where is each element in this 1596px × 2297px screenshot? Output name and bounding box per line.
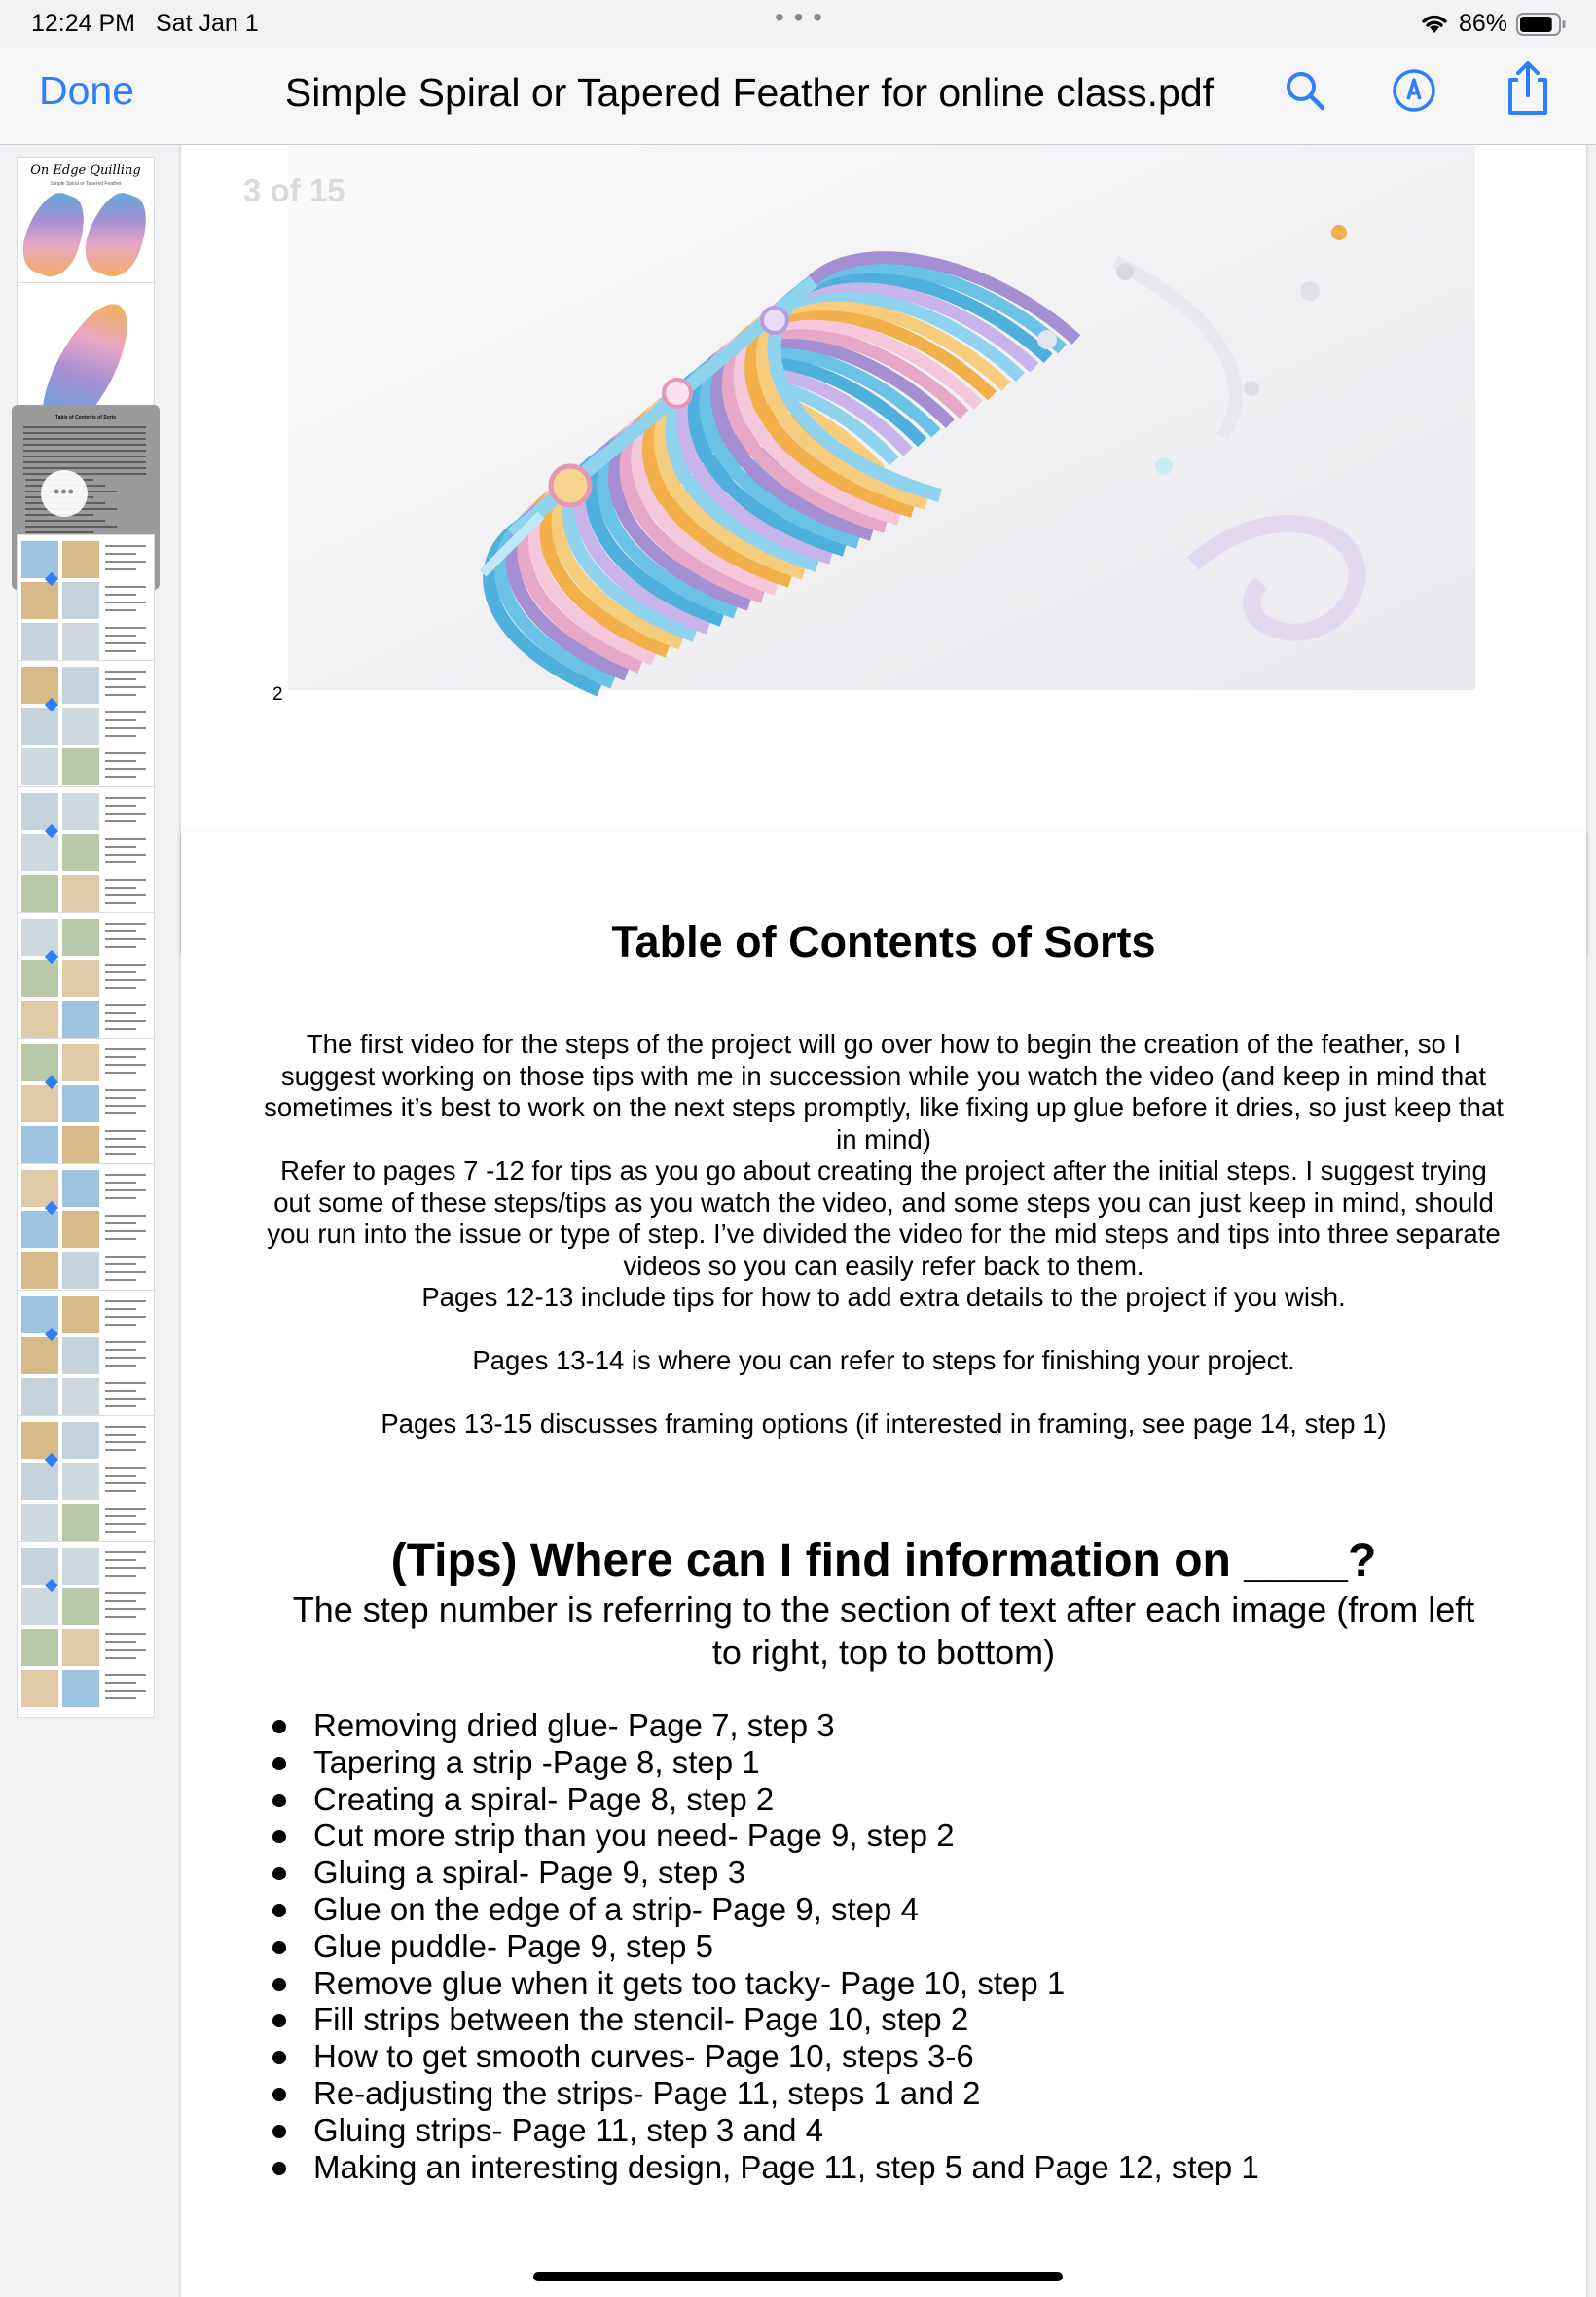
thumbnail-photo: [62, 1085, 99, 1122]
pages-12-13-paragraph: Pages 12-13 include tips for how to add extra details to the project if you wish.: [421, 1282, 1346, 1312]
bullet-icon: [272, 1978, 286, 1991]
thumbnail-text-line: [105, 1398, 146, 1400]
tips-list-item: [271, 1781, 1259, 1818]
thumbnail-text-line: [105, 964, 146, 966]
thumbnail-text-line: [105, 627, 146, 629]
page-heading: Table of Contents of Sorts: [611, 917, 1156, 966]
intro-paragraph: The first video for the steps of the project will go over how to begin the creation of the feather, so I suggest working on those tips with me in succession while you watch the video (and keep in mind that sometimes it’s best to work on the next steps promptly, like fixing up glue before it dries, so just keep that in mind): [264, 1029, 1504, 1154]
thumbnail-text-line: [105, 1056, 136, 1058]
thumbnail-text-line: [105, 650, 136, 652]
thumbnail-text-line: [105, 752, 146, 754]
thumbnail-photo: [62, 582, 99, 619]
thumbnail-text-line: [105, 813, 146, 815]
bullet-icon: [272, 1757, 286, 1770]
pdf-page-3: [181, 831, 1586, 2297]
tips-list-item: [271, 1817, 1259, 1854]
thumbnail-text-line: [105, 1567, 146, 1569]
thumbnail-photo: [21, 793, 58, 830]
thumbnail-text-line: [105, 930, 136, 932]
thumbnail-photo: [21, 1504, 58, 1541]
tips-list: [271, 1707, 1259, 2185]
thumbnail-text-line: [105, 1475, 136, 1477]
thumbnail-text-line: [25, 520, 105, 522]
thumbnail-photo: [62, 1126, 99, 1163]
thumbnail-text-line: [105, 1263, 136, 1265]
thumbnail-text-line: [105, 1316, 146, 1318]
thumbnail-title: Table of Contents of Sorts: [54, 414, 117, 420]
thumbnail-photo: [62, 623, 99, 660]
thumbnail-photo: [21, 1463, 58, 1500]
thumbnail-text-line: [105, 1341, 146, 1343]
thumbnail-text-line: [105, 987, 136, 989]
thumbnail-text-line: [105, 635, 136, 637]
thumbnail-feather-image: [18, 186, 94, 283]
thumbnail-photo: [62, 960, 99, 997]
thumbnail-photo: [21, 1211, 58, 1248]
thumbnail-text-line: [105, 694, 136, 696]
thumbnail-text-line: [105, 1197, 136, 1199]
thumbnail-text-line: [105, 894, 146, 896]
tips-list-item: [271, 2075, 1259, 2112]
thumbnail-photo: [21, 1001, 58, 1038]
battery-percent: 86%: [1459, 10, 1508, 37]
thumbnail-text-line: [105, 1382, 146, 1384]
thumbnail-text-line: [105, 1551, 146, 1553]
tips-subheading: The step number is referring to the section of text after each image (from left to right, top to bottom): [292, 1589, 1475, 1672]
thumbnail-photo: [62, 793, 99, 830]
thumbnail-text-line: [105, 1089, 146, 1091]
thumbnail-photo: [21, 834, 58, 871]
page-indicator: 3 of 15: [243, 172, 345, 208]
pdf-viewer[interactable]: [167, 145, 1596, 2297]
thumbnail-text-line: [105, 686, 146, 688]
thumbnail-text-line: [105, 1649, 146, 1651]
thumbnail-text-line: [105, 586, 146, 588]
thumbnail-text-line: [105, 1271, 146, 1273]
thumbnail-subtitle: Simple Spiral or Tapered Feather: [50, 181, 122, 187]
tips-item-text: Tapering a strip -Page 8, step 1: [313, 1743, 760, 1780]
thumbnail-text-line: [105, 1130, 146, 1132]
thumbnail-text-line: [105, 1012, 136, 1014]
thumbnail-text-line: [105, 735, 136, 737]
thumbnail-text-line: [105, 838, 146, 840]
tips-list-item: [271, 2149, 1259, 2186]
thumbnail-text-line: [105, 1146, 146, 1148]
thumbnail-text-line: [105, 561, 146, 563]
thumbnail-text-line: [105, 1357, 146, 1359]
page-thumbnail-sidebar[interactable]: [0, 145, 168, 2297]
bullet-icon: [272, 1720, 286, 1733]
thumbnail-photo: [21, 623, 58, 660]
search-icon[interactable]: [1281, 66, 1329, 115]
tips-list-item: [271, 1928, 1259, 1965]
thumbnail-text-line: [105, 1616, 136, 1618]
thumbnail-text-line: [25, 526, 117, 528]
thumbnail-photo: [21, 919, 58, 956]
thumbnail-text-line: [105, 1279, 136, 1281]
thumbnail-photo: [62, 1296, 99, 1333]
thumbnail-text-line: [105, 1592, 146, 1594]
thumbnail-title: On Edge Quilling: [30, 164, 141, 178]
bullet-icon: [272, 1904, 286, 1917]
thumbnail-text-line: [105, 1657, 136, 1659]
thumbnail-text-line: [105, 854, 146, 856]
thumbnail-text-line: [105, 594, 136, 596]
thumbnail-photo: [21, 960, 58, 997]
thumbnail-text-line: [105, 568, 136, 570]
thumbnail-text-line: [105, 1004, 146, 1006]
tips-item-text: Gluing strips- Page 11, step 3 and 4: [313, 2111, 824, 2148]
thumbnail-text-line: [105, 1482, 146, 1484]
thumbnail-text-line: [105, 1641, 136, 1643]
status-date: Sat Jan 1: [156, 10, 259, 37]
thumbnail-text-line: [105, 1097, 136, 1099]
thumbnail-text-line: [105, 1230, 146, 1232]
tips-list-item: [271, 2001, 1259, 2038]
bullet-icon: [272, 1867, 286, 1880]
tips-item-text: Glue puddle- Page 9, step 5: [313, 1927, 713, 1964]
tips-heading: (Tips) Where can I find information on ____?: [390, 1535, 1377, 1586]
tips-item-text: How to get smooth curves- Page 10, steps 3-6: [313, 2038, 974, 2075]
thumbnail-photo: [62, 667, 99, 704]
thumbnail-text-line: [105, 1633, 146, 1635]
thumbnail-text-line: [105, 1174, 146, 1176]
thumbnail-text-line: [25, 531, 93, 533]
thumbnail-text-line: [105, 1028, 136, 1030]
thumbnail-photo: [21, 875, 58, 912]
pages-7-12-paragraph: Refer to pages 7 -12 for tips as you go about creating the project after the initial steps. I suggest trying out some of these steps/tips as you watch the video, and some steps you can just keep in mind, should you run into the issue or type of step. I’ve divided the video for the mid steps and tips into three separate videos so you can easily refer back to them.: [267, 1155, 1501, 1281]
thumbnail-photo: [21, 708, 58, 745]
tips-item-text: Re-adjusting the strips- Page 11, steps 1 and 2: [313, 2074, 981, 2111]
thumbnail-photo: [62, 1211, 99, 1248]
thumbnail-text-line: [23, 461, 146, 463]
thumbnail-text-line: [105, 1434, 136, 1436]
thumbnail-text-line: [23, 456, 146, 457]
thumbnail-text-line: [105, 768, 146, 770]
thumbnail-photo: [21, 541, 58, 578]
tips-item-text: Making an interesting design, Page 11, step 5 and Page 12, step 1: [313, 2148, 1259, 2185]
navigation-bar: [0, 47, 1596, 145]
page-number: 2: [272, 684, 283, 705]
thumbnail-photo: [21, 1252, 58, 1289]
tips-item-text: Glue on the edge of a strip- Page 9, step 4: [313, 1890, 919, 1927]
bullet-icon: [272, 2088, 286, 2101]
thumbnail-photo: [62, 1252, 99, 1289]
bullet-icon: [272, 1830, 286, 1843]
thumbnail-text-line: [105, 1138, 136, 1140]
thumbnail-text-line: [105, 711, 146, 713]
thumbnail-text-line: [105, 1531, 136, 1533]
thumbnail-feather-image: [77, 186, 154, 283]
done-button[interactable]: Done: [39, 68, 135, 113]
thumbnail-text-line: [23, 450, 146, 452]
home-indicator[interactable]: [533, 2272, 1063, 2281]
tips-list-item: [271, 1854, 1259, 1891]
thumbnail-text-line: [105, 1515, 136, 1517]
thumbnail-text-line: [105, 760, 136, 762]
page-thumbnail[interactable]: [18, 1542, 154, 1717]
thumbnail-photo: [62, 708, 99, 745]
thumbnail-text-line: [105, 1308, 136, 1310]
thumbnail-photo: [62, 834, 99, 871]
thumbnail-text-line: [105, 671, 146, 673]
thumbnail-text-line: [105, 1467, 146, 1469]
thumbnail-text-line: [105, 545, 146, 547]
thumbnail-more-options-icon[interactable]: •••: [41, 470, 88, 517]
thumbnail-photo: [21, 1588, 58, 1625]
thumbnail-text-line: [23, 432, 146, 434]
thumbnail-text-line: [105, 727, 146, 729]
thumbnail-photo: [21, 748, 58, 785]
bullet-icon: [272, 1794, 286, 1807]
thumbnail-photo: [21, 1337, 58, 1374]
thumbnail-text-line: [105, 1189, 146, 1191]
tips-list-item: [271, 1744, 1259, 1781]
pages-13-15-paragraph: Pages 13-15 discusses framing options (if interested in framing, see page 14, step 1): [381, 1408, 1387, 1439]
thumbnail-text-line: [105, 946, 136, 948]
markup-icon[interactable]: [1390, 66, 1438, 115]
thumbnail-text-line: [105, 1048, 146, 1050]
bullet-icon: [272, 2162, 286, 2175]
thumbnail-photo: [62, 1588, 99, 1625]
tips-item-text: Remove glue when it gets too tacky- Page 10, step 1: [313, 1964, 1066, 2001]
bullet-icon: [272, 2014, 286, 2027]
thumbnail-photo: [62, 748, 99, 785]
thumbnail-text-line: [105, 1441, 146, 1443]
thumbnail-photo: [62, 1001, 99, 1038]
thumbnail-text-line: [105, 1105, 146, 1107]
status-bar: [0, 0, 1596, 47]
thumbnail-text-line: [105, 1674, 146, 1676]
tips-list-item: [271, 1707, 1259, 1744]
thumbnail-photo: [21, 1126, 58, 1163]
thumbnail-text-line: [105, 1449, 136, 1451]
thumbnail-photo: [62, 1170, 99, 1207]
thumbnail-text-line: [105, 971, 136, 973]
tips-item-text: Removing dried glue- Page 7, step 3: [313, 1707, 835, 1743]
thumbnail-text-line: [105, 1559, 136, 1561]
thumbnail-text-line: [105, 1365, 136, 1367]
thumbnail-photo: [62, 1548, 99, 1585]
thumbnail-text-line: [105, 1112, 136, 1114]
thumbnail-text-line: [105, 879, 146, 881]
thumbnail-text-line: [105, 1182, 136, 1184]
thumbnail-text-line: [105, 1575, 136, 1577]
status-time: 12:24 PM: [31, 10, 136, 37]
thumbnail-text-line: [105, 1405, 136, 1407]
thumbnail-text-line: [105, 820, 136, 822]
thumbnail-photo: [62, 1422, 99, 1459]
thumbnail-photo: [62, 1463, 99, 1500]
tips-item-text: Creating a spiral- Page 8, step 2: [313, 1780, 775, 1817]
tips-item-text: Cut more strip than you need- Page 9, step 2: [313, 1817, 955, 1854]
thumbnail-text-line: [105, 1390, 136, 1392]
thumbnail-text-line: [105, 1690, 146, 1692]
tips-item-text: Fill strips between the stencil- Page 10, step 2: [313, 2001, 969, 2038]
thumbnail-text-line: [105, 1523, 146, 1525]
thumbnail-text-line: [105, 678, 136, 680]
thumbnail-text-line: [105, 1608, 146, 1610]
tips-list-item: [271, 2038, 1259, 2075]
thumbnail-text-line: [23, 438, 146, 440]
thumbnail-text-line: [105, 1426, 146, 1428]
thumbnail-text-line: [105, 1153, 136, 1155]
thumbnail-text-line: [105, 923, 146, 925]
thumbnail-text-line: [105, 776, 136, 778]
thumbnail-text-line: [23, 467, 146, 469]
thumbnail-text-line: [105, 1349, 136, 1351]
thumbnail-photo: [62, 1337, 99, 1374]
thumbnail-text-line: [105, 1064, 146, 1066]
thumbnail-text-line: [105, 609, 136, 611]
thumbnail-photo: [21, 1670, 58, 1707]
thumbnail-photo: [62, 1378, 99, 1415]
tips-list-item: [271, 2112, 1259, 2149]
thumbnail-text-line: [105, 1072, 136, 1074]
thumbnail-text-line: [105, 1222, 136, 1224]
thumbnail-text-line: [105, 938, 146, 940]
thumbnail-text-line: [105, 797, 146, 799]
thumbnail-text-line: [105, 1238, 136, 1240]
thumbnail-text-line: [105, 602, 146, 603]
thumbnail-text-line: [105, 553, 136, 555]
thumbnail-photo: [62, 1044, 99, 1081]
bullet-icon: [272, 2125, 286, 2138]
multitasking-dots-icon[interactable]: • • •: [775, 2, 823, 32]
thumbnail-photo: [21, 582, 58, 619]
thumbnail-photo: [62, 875, 99, 912]
share-icon[interactable]: [1503, 60, 1553, 117]
thumbnail-text-line: [105, 719, 136, 721]
thumbnail-text-line: [105, 1600, 136, 1602]
thumbnail-photo: [62, 1504, 99, 1541]
bullet-icon: [272, 2051, 286, 2064]
thumbnail-text-line: [23, 426, 146, 428]
thumbnail-text-line: [23, 473, 146, 475]
thumbnail-text-line: [105, 1490, 136, 1492]
thumbnail-text-line: [105, 642, 146, 644]
thumbnail-text-line: [105, 846, 136, 848]
tips-list-item: [271, 1891, 1259, 1928]
thumbnail-photo: [62, 1629, 99, 1666]
thumbnail-text-line: [105, 1508, 146, 1510]
tips-list-item: [271, 1965, 1259, 2002]
thumbnail-text-line: [105, 805, 136, 807]
feather-artwork-image: [288, 145, 1475, 710]
bullet-icon: [272, 1941, 286, 1954]
thumbnail-text-line: [105, 1020, 146, 1022]
thumbnail-text-line: [105, 902, 136, 904]
thumbnail-photo: [21, 1085, 58, 1122]
thumbnail-text-line: [23, 444, 146, 446]
thumbnail-photo: [62, 1670, 99, 1707]
thumbnail-text-line: [105, 1682, 136, 1684]
thumbnail-photo: [21, 1378, 58, 1415]
thumbnail-photo: [62, 541, 99, 578]
document-title: Simple Spiral or Tapered Feather for online class.pdf: [284, 70, 1215, 115]
thumbnail-photo: [21, 1629, 58, 1666]
pages-13-14-paragraph: Pages 13-14 is where you can refer to steps for finishing your project.: [472, 1345, 1295, 1375]
battery-icon: [1516, 13, 1567, 36]
thumbnail-photo: [62, 919, 99, 956]
thumbnail-text-line: [105, 1300, 146, 1302]
tips-item-text: Gluing a spiral- Page 9, step 3: [313, 1854, 745, 1891]
thumbnail-text-line: [105, 1256, 146, 1258]
thumbnail-text-line: [105, 979, 146, 981]
wifi-icon: [1419, 12, 1450, 35]
thumbnail-text-line: [105, 1697, 136, 1699]
thumbnail-text-line: [105, 1215, 146, 1217]
thumbnail-text-line: [105, 887, 136, 889]
thumbnail-text-line: [105, 1324, 136, 1326]
thumbnail-text-line: [105, 861, 136, 863]
thumbnail-photo: [21, 1296, 58, 1333]
